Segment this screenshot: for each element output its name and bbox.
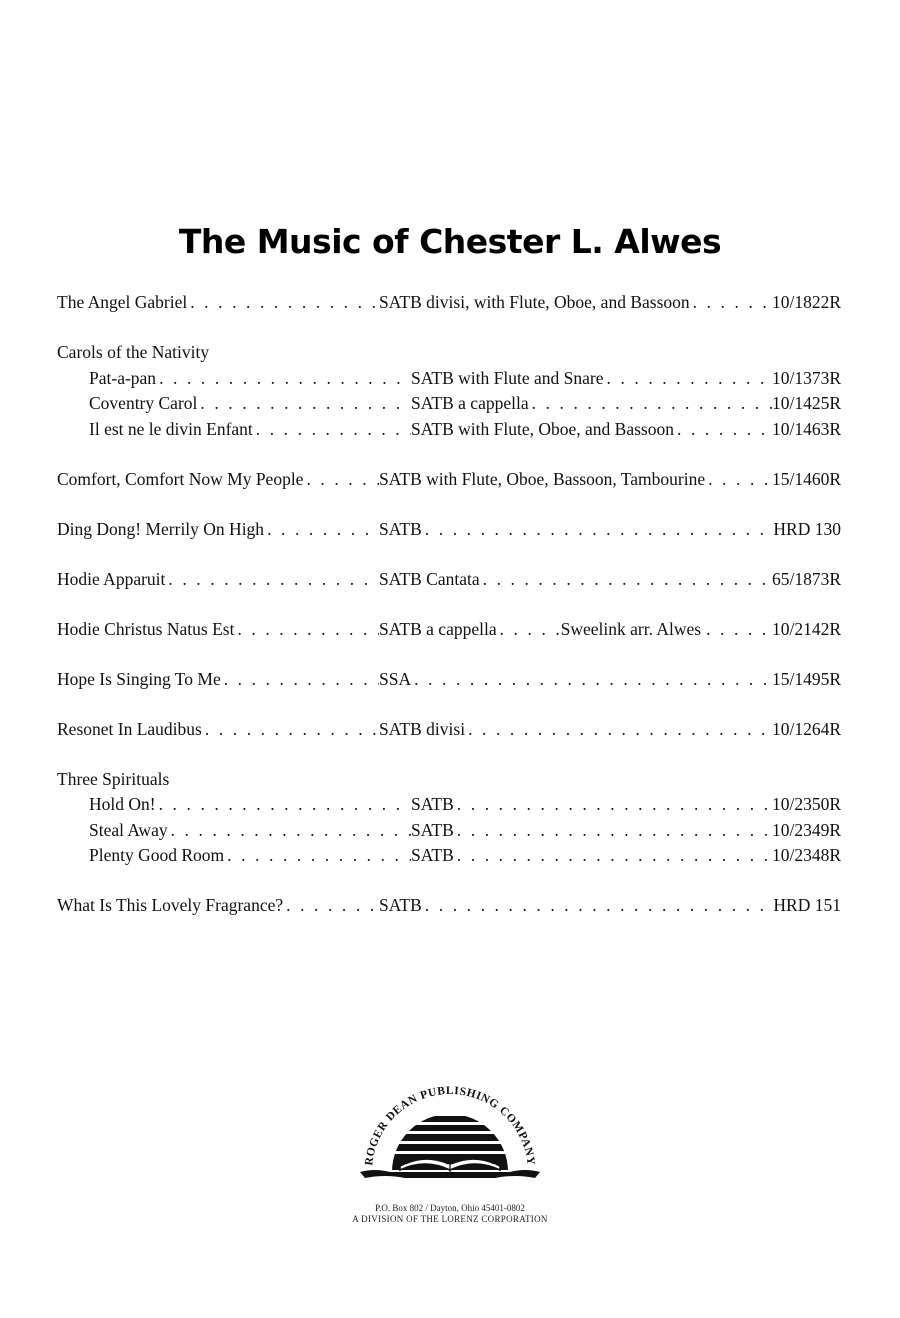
dot-leader xyxy=(283,893,379,919)
dot-leader xyxy=(690,290,772,316)
catalog-number: 10/2142R xyxy=(771,618,841,639)
dot-leader xyxy=(303,467,379,493)
catalog-list xyxy=(57,290,841,943)
work-title: Coventry Carol xyxy=(89,393,198,413)
work-title: The Angel Gabriel xyxy=(57,292,188,312)
work-voicing: SATB divisi xyxy=(379,718,466,739)
catalog-number: 10/2348R xyxy=(771,845,841,865)
entry-comfort-comfort xyxy=(57,467,841,493)
work-voicing: SATB with Flute, Oboe, and Bassoon xyxy=(411,418,674,439)
work-voicing: SATB xyxy=(411,819,454,840)
dot-leader xyxy=(703,617,772,643)
work-voicing: SSA xyxy=(379,668,412,689)
catalog-number: 10/2349R xyxy=(771,819,841,840)
list-item xyxy=(57,667,841,693)
catalog-number: 10/2350R xyxy=(771,794,841,814)
dot-leader xyxy=(480,567,772,593)
arranger-credit: Sweelink arr. Alwes xyxy=(560,618,702,639)
dot-leader xyxy=(454,843,772,869)
list-item xyxy=(57,391,841,417)
list-item xyxy=(57,893,841,919)
catalog-number: 10/1373R xyxy=(771,367,841,388)
catalog-number: 10/1463R xyxy=(771,418,841,439)
entry-ding-dong xyxy=(57,517,841,543)
publisher-division: A DIVISION OF THE LORENZ CORPORATION xyxy=(352,1214,548,1224)
catalog-number: 15/1495R xyxy=(771,668,841,689)
entry-resonet xyxy=(57,717,841,743)
list-item xyxy=(57,467,841,493)
dot-leader xyxy=(165,567,379,593)
entry-hodie-christus xyxy=(57,617,841,643)
work-voicing: SATB Cantata xyxy=(379,568,480,589)
dot-leader xyxy=(454,792,772,818)
publisher-address: P.O. Box 802 / Dayton, Ohio 45401-0802 xyxy=(375,1203,525,1213)
list-item xyxy=(57,517,841,543)
catalog-number: 65/1873R xyxy=(771,568,841,589)
catalog-number: 10/1425R xyxy=(771,393,841,413)
dot-leader xyxy=(465,717,772,743)
entry-hodie-apparuit xyxy=(57,567,841,593)
list-item xyxy=(57,717,841,743)
entry-carols-of-the-nativity xyxy=(57,340,841,442)
work-voicing: SATB xyxy=(379,518,422,539)
list-item xyxy=(57,417,841,443)
entry-hope-is-singing xyxy=(57,667,841,693)
dot-leader xyxy=(264,517,379,543)
work-voicing: SATB xyxy=(379,895,422,915)
publisher-name-arc: ROGER DEAN PUBLISHING COMPANY xyxy=(363,1084,537,1167)
catalog-number: 10/1264R xyxy=(771,718,841,739)
work-voicing: SATB xyxy=(411,794,454,814)
catalog-number: HRD 151 xyxy=(773,895,841,915)
entry-three-spirituals xyxy=(57,767,841,869)
work-title: Il est ne le divin Enfant xyxy=(89,418,253,439)
catalog-number: HRD 130 xyxy=(773,518,841,539)
work-title: Hodie Apparuit xyxy=(57,568,166,589)
dot-leader xyxy=(156,366,411,392)
list-item xyxy=(57,567,841,593)
dot-leader xyxy=(411,667,772,693)
catalog-number: 15/1460R xyxy=(771,468,841,489)
dot-leader xyxy=(529,391,772,417)
dot-leader xyxy=(202,717,379,743)
dot-leader xyxy=(705,467,772,493)
list-item xyxy=(57,792,841,818)
dot-leader xyxy=(604,366,772,392)
group-heading: Three Spirituals xyxy=(57,768,170,789)
dot-leader xyxy=(187,290,379,316)
work-title: Hold On! xyxy=(89,794,156,814)
dot-leader xyxy=(253,417,411,443)
dot-leader xyxy=(422,893,774,919)
work-voicing: SATB divisi, with Flute, Oboe, and Bassoon xyxy=(379,292,690,312)
work-title: Comfort, Comfort Now My People xyxy=(57,468,304,489)
work-title: Hodie Christus Natus Est xyxy=(57,618,235,639)
list-item xyxy=(57,843,841,869)
dot-leader xyxy=(197,391,411,417)
dot-leader xyxy=(497,617,561,643)
dot-leader xyxy=(221,667,379,693)
dot-leader xyxy=(156,792,411,818)
list-item xyxy=(57,290,841,316)
work-title: What Is This Lovely Fragrance? xyxy=(57,895,284,915)
work-voicing: SATB a cappella xyxy=(411,393,529,413)
dot-leader xyxy=(454,818,772,844)
entry-angel-gabriel xyxy=(57,290,841,316)
list-item xyxy=(57,366,841,392)
group-heading: Carols of the Nativity xyxy=(57,342,210,362)
dot-leader xyxy=(234,617,379,643)
dot-leader xyxy=(422,517,774,543)
dot-leader xyxy=(674,417,772,443)
work-title: Hope Is Singing To Me xyxy=(57,668,221,689)
catalog-number: 10/1822R xyxy=(771,292,841,312)
dot-leader xyxy=(224,843,411,869)
work-voicing: SATB a cappella xyxy=(379,618,497,639)
work-voicing: SATB with Flute and Snare xyxy=(411,367,604,388)
list-item xyxy=(57,617,841,643)
work-title: Resonet In Laudibus xyxy=(57,718,202,739)
work-title: Plenty Good Room xyxy=(89,845,225,865)
work-title: Pat-a-pan xyxy=(89,367,157,388)
work-voicing: SATB with Flute, Oboe, Bassoon, Tambourine xyxy=(379,468,706,489)
page-title: The Music of Chester L. Alwes xyxy=(178,222,722,261)
publisher-logo xyxy=(330,1060,570,1210)
work-title: Ding Dong! Merrily On High xyxy=(57,518,265,539)
list-item xyxy=(57,818,841,844)
dot-leader xyxy=(168,818,411,844)
work-title: Steal Away xyxy=(89,819,168,840)
entry-lovely-fragrance xyxy=(57,893,841,919)
work-voicing: SATB xyxy=(411,845,454,865)
